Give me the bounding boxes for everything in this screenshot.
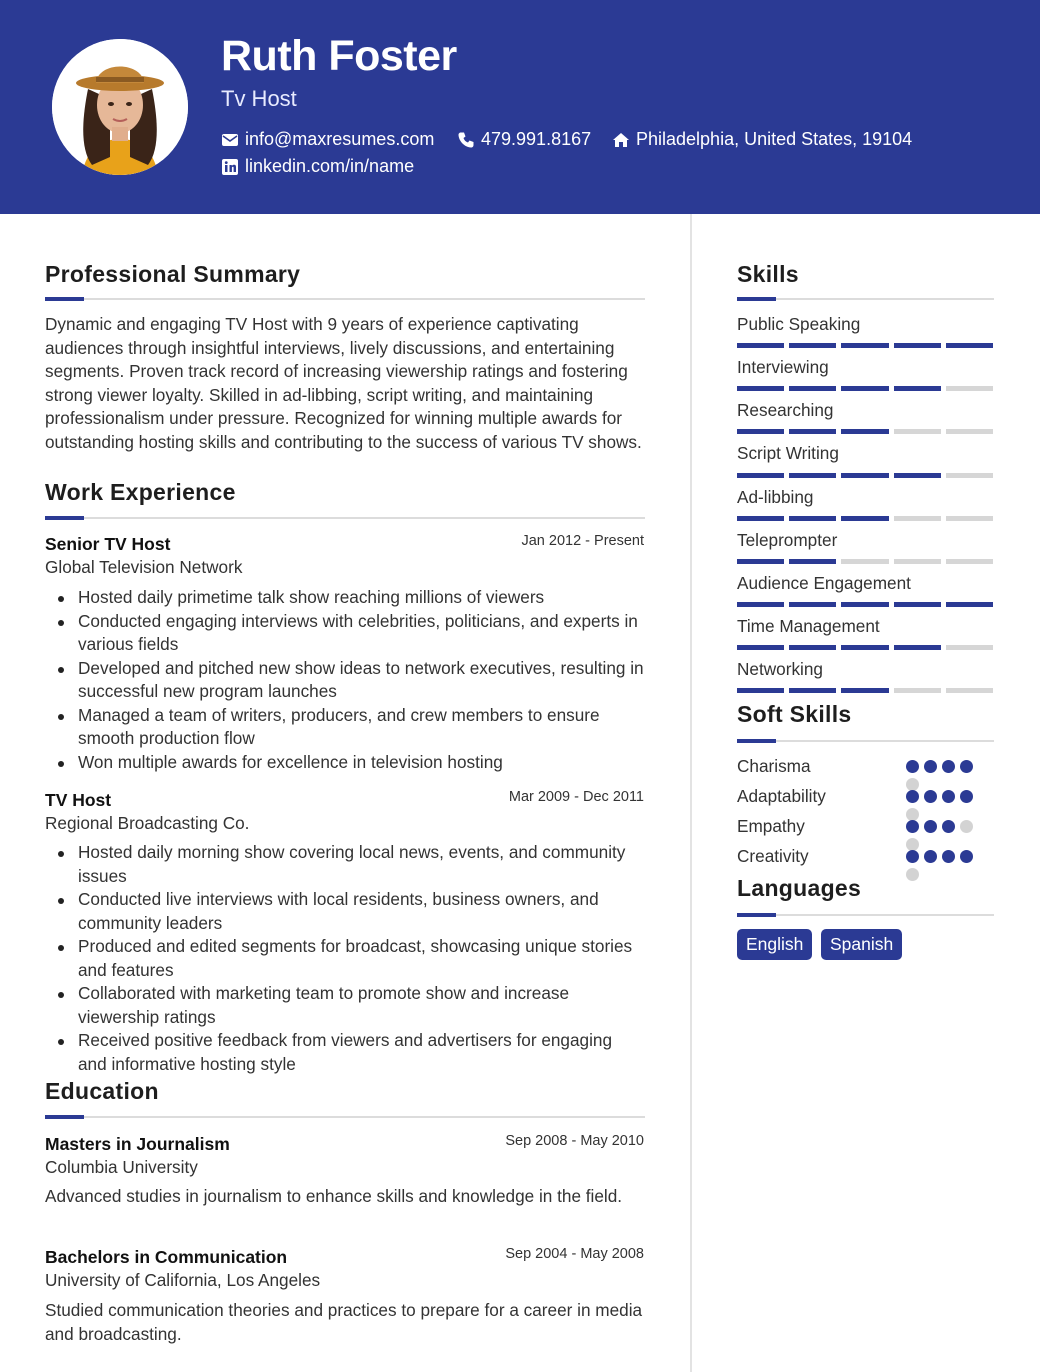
skill-level-segment <box>841 645 888 650</box>
skill-level-segment <box>894 602 941 607</box>
skill-label: Networking <box>737 659 823 679</box>
rating-dot <box>906 820 919 833</box>
education-heading: Education <box>45 1078 159 1104</box>
skill-level-segment <box>737 473 784 478</box>
skill-level-segment <box>946 645 993 650</box>
skill-level-segment <box>737 559 784 564</box>
job-bullet: Received positive feedback from viewers and advertisers for engaging and informative hosting style <box>45 1029 645 1076</box>
skill-level-segment <box>789 559 836 564</box>
skill-level-segment <box>789 516 836 521</box>
skill-label: Audience Engagement <box>737 573 911 593</box>
skill-level-segment <box>894 473 941 478</box>
skill-level-segment <box>946 688 993 693</box>
home-icon <box>612 131 630 149</box>
summary-text: Dynamic and engaging TV Host with 9 years of experience captivating audiences through insightful interviews, lively discussions, and entertaining segments. Proven track record of increasing viewership ratings and fostering strong viewer loyalty. Skilled in ad-libbing, script writing, and maintaining professionalism under pressure. Recognized for winning multiple awards for outstanding hosting skills and contributing to the success of various TV shows. <box>45 314 642 452</box>
job-bullet: Won multiple awards for excellence in television hosting <box>45 751 645 775</box>
skill-label: Teleprompter <box>737 530 838 550</box>
skill-level-segment <box>737 516 784 521</box>
rating-dot <box>942 760 955 773</box>
rating-dot <box>924 820 937 833</box>
skill-level-segment <box>946 473 993 478</box>
job-bullet: Produced and edited segments for broadcast, showcasing unique stories and features <box>45 935 645 982</box>
degree-date: Sep 2008 - May 2010 <box>505 1133 644 1149</box>
school-name: Columbia University <box>45 1157 198 1177</box>
skill-label: Script Writing <box>737 443 839 463</box>
skill-level-segment <box>737 602 784 607</box>
rating-dot <box>960 850 973 863</box>
skill-level-bar <box>737 343 993 348</box>
skill-level-segment <box>841 386 888 391</box>
skill-level-bar <box>737 602 993 607</box>
skill-level-segment <box>789 429 836 434</box>
skill-level-segment <box>894 688 941 693</box>
skill-level-bar <box>737 386 993 391</box>
skill-level-segment <box>737 343 784 348</box>
skill-level-segment <box>946 429 993 434</box>
skill-level-segment <box>737 386 784 391</box>
rating-dot <box>960 760 973 773</box>
skill-level-segment <box>789 343 836 348</box>
skill-level-segment <box>894 429 941 434</box>
contact-phone[interactable] <box>457 129 591 150</box>
location-text: Philadelphia, United States, 19104 <box>636 129 913 149</box>
job-date: Mar 2009 - Dec 2011 <box>508 789 644 805</box>
job-bullet: Hosted daily primetime talk show reaching millions of viewers <box>45 586 645 610</box>
skill-level-segment <box>946 386 993 391</box>
experience-heading-rule <box>45 517 645 519</box>
soft-skills-heading-rule <box>737 740 994 742</box>
job-bullet: Hosted daily morning show covering local news, events, and community issues <box>45 841 645 888</box>
skill-level-segment <box>789 386 836 391</box>
rating-dot <box>942 790 955 803</box>
resume-header <box>0 0 1040 214</box>
skill-level-segment <box>789 473 836 478</box>
skills-heading-rule <box>737 298 994 300</box>
skill-level-bar <box>737 688 993 693</box>
skill-label: Public Speaking <box>737 314 861 334</box>
school-name: University of California, Los Angeles <box>45 1270 321 1290</box>
job-date: Jan 2012 - Present <box>521 533 644 549</box>
contact-linkedin[interactable] <box>221 156 414 177</box>
skill-level-segment <box>841 429 888 434</box>
soft-skill-rating <box>906 850 978 863</box>
summary-heading: Professional Summary <box>45 261 301 287</box>
soft-skill-label: Adaptability <box>737 786 826 806</box>
soft-skill-rating <box>906 790 978 803</box>
rating-dot <box>942 820 955 833</box>
degree-description: Studied communication theories and practices to prepare for a career in media and broadcasting. <box>45 1300 643 1344</box>
skill-level-bar <box>737 559 993 564</box>
skill-level-segment <box>789 645 836 650</box>
rating-dot <box>960 820 973 833</box>
languages-heading: Languages <box>737 875 862 901</box>
soft-skill-label: Empathy <box>737 816 805 836</box>
language-badge-english: English <box>737 929 812 960</box>
experience-heading: Work Experience <box>45 479 236 505</box>
rating-dot <box>906 850 919 863</box>
phone-icon <box>457 131 475 149</box>
skill-level-segment <box>737 429 784 434</box>
rating-dot <box>924 790 937 803</box>
skill-level-segment <box>894 559 941 564</box>
linkedin-icon <box>221 158 239 176</box>
skill-level-segment <box>894 645 941 650</box>
candidate-title: Tv Host <box>221 86 297 111</box>
job-bullet: Conducted live interviews with local residents, business owners, and community leaders <box>45 888 645 935</box>
skill-level-segment <box>841 559 888 564</box>
column-divider <box>690 214 692 1372</box>
skill-label: Time Management <box>737 616 880 636</box>
skill-level-segment <box>894 343 941 348</box>
skill-label: Ad-libbing <box>737 487 814 507</box>
soft-skill-label: Creativity <box>737 846 809 866</box>
envelope-icon <box>221 131 239 149</box>
email-text: info@maxresumes.com <box>245 129 435 149</box>
soft-skill-label: Charisma <box>737 756 811 776</box>
soft-skill-rating <box>906 820 978 833</box>
skills-heading: Skills <box>737 261 799 287</box>
degree-title: Masters in Journalism <box>45 1134 230 1154</box>
rating-dot <box>906 760 919 773</box>
summary-heading-rule <box>45 298 645 300</box>
skill-level-segment <box>894 386 941 391</box>
job-organization: Global Television Network <box>45 557 243 577</box>
skill-level-segment <box>841 602 888 607</box>
degree-date: Sep 2004 - May 2008 <box>505 1246 644 1262</box>
rating-dot <box>906 790 919 803</box>
job-bullet: Collaborated with marketing team to promote show and increase viewership ratings <box>45 982 645 1029</box>
skill-level-bar <box>737 429 993 434</box>
soft-skills-heading: Soft Skills <box>737 701 852 727</box>
job-bullet: Developed and pitched new show ideas to network executives, resulting in successful new program launches <box>45 657 645 704</box>
skill-level-bar <box>737 516 993 521</box>
rating-dot <box>924 760 937 773</box>
contact-email[interactable] <box>221 129 434 150</box>
soft-skill-rating <box>906 760 978 773</box>
skill-label: Researching <box>737 400 834 420</box>
profile-photo-illustration <box>52 39 188 175</box>
skill-label: Interviewing <box>737 357 829 377</box>
skill-level-segment <box>841 688 888 693</box>
skill-level-segment <box>737 688 784 693</box>
skill-level-segment <box>789 602 836 607</box>
skill-level-segment <box>946 516 993 521</box>
job-organization: Regional Broadcasting Co. <box>45 813 250 833</box>
education-heading-rule <box>45 1116 645 1118</box>
job-bullet: Conducted engaging interviews with celebrities, politicians, and experts in various fields <box>45 610 645 657</box>
skill-level-segment <box>946 559 993 564</box>
degree-description: Advanced studies in journalism to enhance skills and knowledge in the field. <box>45 1186 623 1206</box>
job-bullets <box>45 841 645 1076</box>
skill-level-segment <box>946 343 993 348</box>
skill-level-bar <box>737 473 993 478</box>
language-badge-spanish: Spanish <box>821 929 902 960</box>
skill-level-segment <box>841 343 888 348</box>
skill-level-segment <box>946 602 993 607</box>
languages-heading-rule <box>737 914 994 916</box>
job-bullets <box>45 586 645 774</box>
profile-photo <box>52 39 188 175</box>
job-title: Senior TV Host <box>45 534 171 554</box>
rating-dot <box>960 790 973 803</box>
skill-level-segment <box>894 516 941 521</box>
rating-dot <box>942 850 955 863</box>
phone-text: 479.991.8167 <box>481 129 592 149</box>
skill-level-segment <box>737 645 784 650</box>
rating-dot <box>906 868 919 881</box>
degree-title: Bachelors in Communication <box>45 1247 288 1267</box>
candidate-name: Ruth Foster <box>221 32 457 80</box>
skill-level-segment <box>841 473 888 478</box>
skill-level-bar <box>737 645 993 650</box>
contact-location <box>612 129 912 150</box>
skill-level-segment <box>841 516 888 521</box>
rating-dot <box>924 850 937 863</box>
job-title: TV Host <box>45 790 112 810</box>
skill-level-segment <box>789 688 836 693</box>
job-bullet: Managed a team of writers, producers, and crew members to ensure smooth production flow <box>45 704 645 751</box>
linkedin-text: linkedin.com/in/name <box>245 156 415 176</box>
